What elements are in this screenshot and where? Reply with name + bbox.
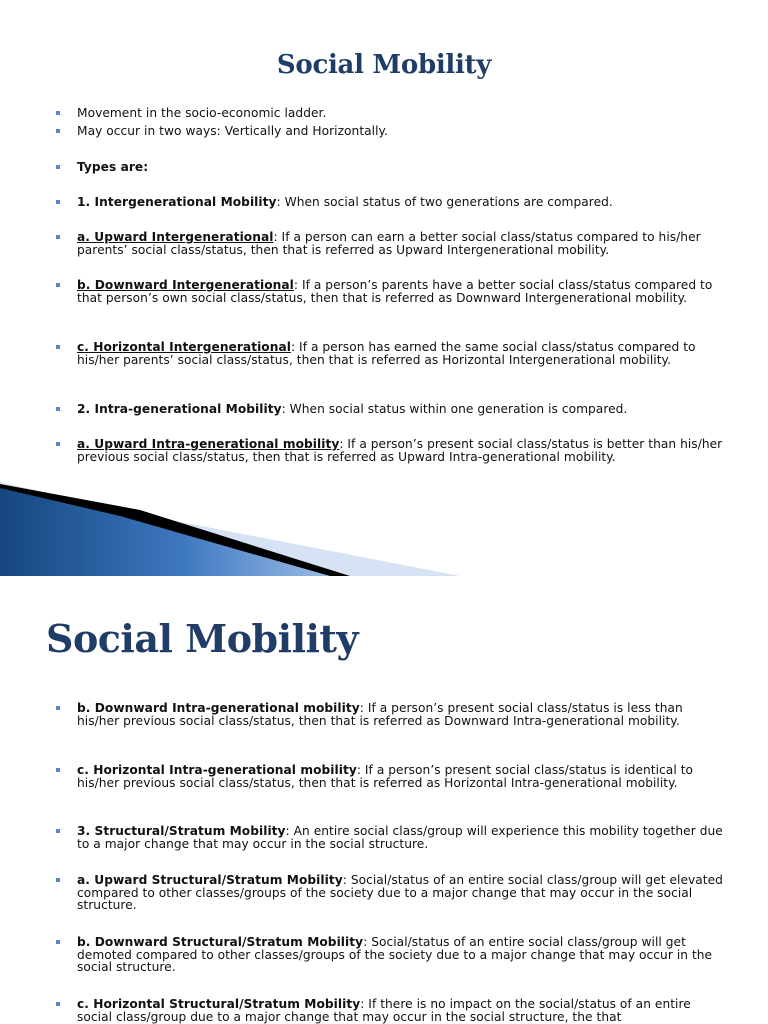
list-item: Movement in the socio-economic ladder. — [56, 107, 726, 120]
list-item: Types are: — [56, 161, 726, 174]
bullet-icon — [56, 200, 60, 204]
list-item: 1. Intergenerational Mobility: When social status of two generations are compared. — [56, 196, 726, 209]
bullet-icon — [56, 878, 60, 882]
list-item: c. Horizontal Intergenerational: If a person has earned the same social class/status compared to his/her parents’ social class/status, then that is referred as Horizontal Intergenerational mobility. — [56, 341, 726, 366]
bullet-icon — [56, 829, 60, 833]
bullet-icon — [56, 111, 60, 115]
list-item: 3. Structural/Stratum Mobility: An entire social class/group will experience this mobility together due to a major change that may occur in the social structure. — [56, 825, 726, 850]
bullet-icon — [56, 235, 60, 239]
bullet-icon — [56, 407, 60, 411]
bullet-icon — [56, 768, 60, 772]
list-item: May occur in two ways: Vertically and Horizontally. — [56, 125, 726, 138]
list-item: a. Upward Structural/Stratum Mobility: Social/status of an entire social class/group will get elevated compared to other classes/groups of the society due to a major change that may occur in the social structure. — [56, 874, 726, 912]
bullet-icon — [56, 129, 60, 133]
list-item: c. Horizontal Structural/Stratum Mobility: If there is no impact on the social/status of an entire social class/group due to a major change that may occur in the social structure, the that — [56, 998, 726, 1023]
list-item: a. Upward Intra-generational mobility: If a person’s present social class/status is better than his/her previous social class/status, then that is referred as Upward Intra-generational mobility. — [56, 438, 726, 463]
slide-2-title: Social Mobility — [46, 616, 359, 661]
bullet-icon — [56, 706, 60, 710]
list-item: c. Horizontal Intra-generational mobility: If a person’s present social class/status is identical to his/her previous social class/status, then that is referred as Horizontal Intra-generational mobility. — [56, 764, 726, 789]
swoosh-blue — [0, 488, 330, 576]
list-item: 2. Intra-generational Mobility: When social status within one generation is compared. — [56, 403, 726, 416]
bullet-icon — [56, 165, 60, 169]
bullet-icon — [56, 940, 60, 944]
bullet-icon — [56, 345, 60, 349]
decorative-swoosh — [0, 480, 768, 576]
bullet-icon — [56, 1002, 60, 1006]
list-item: a. Upward Intergenerational: If a person can earn a better social class/status compared to his/her parents’ social class/status, then that is referred as Upward Intergenerational mobility. — [56, 231, 726, 256]
slide-2 — [0, 576, 768, 1024]
bullet-icon — [56, 283, 60, 287]
slide-1-title: Social Mobility — [276, 50, 492, 80]
bullet-icon — [56, 442, 60, 446]
list-item: b. Downward Intergenerational: If a person’s parents have a better social class/status compared to that person’s own social class/status, then that is referred as Downward Intergenerational mobility. — [56, 279, 726, 304]
list-item: b. Downward Intra-generational mobility: If a person’s present social class/status is less than his/her previous social class/status, then that is referred as Downward Intra-generational mobility. — [56, 702, 726, 727]
list-item: b. Downward Structural/Stratum Mobility: Social/status of an entire social class/group will get demoted compared to other classes/groups of the society due to a major change that may occur in the social structure. — [56, 936, 726, 974]
